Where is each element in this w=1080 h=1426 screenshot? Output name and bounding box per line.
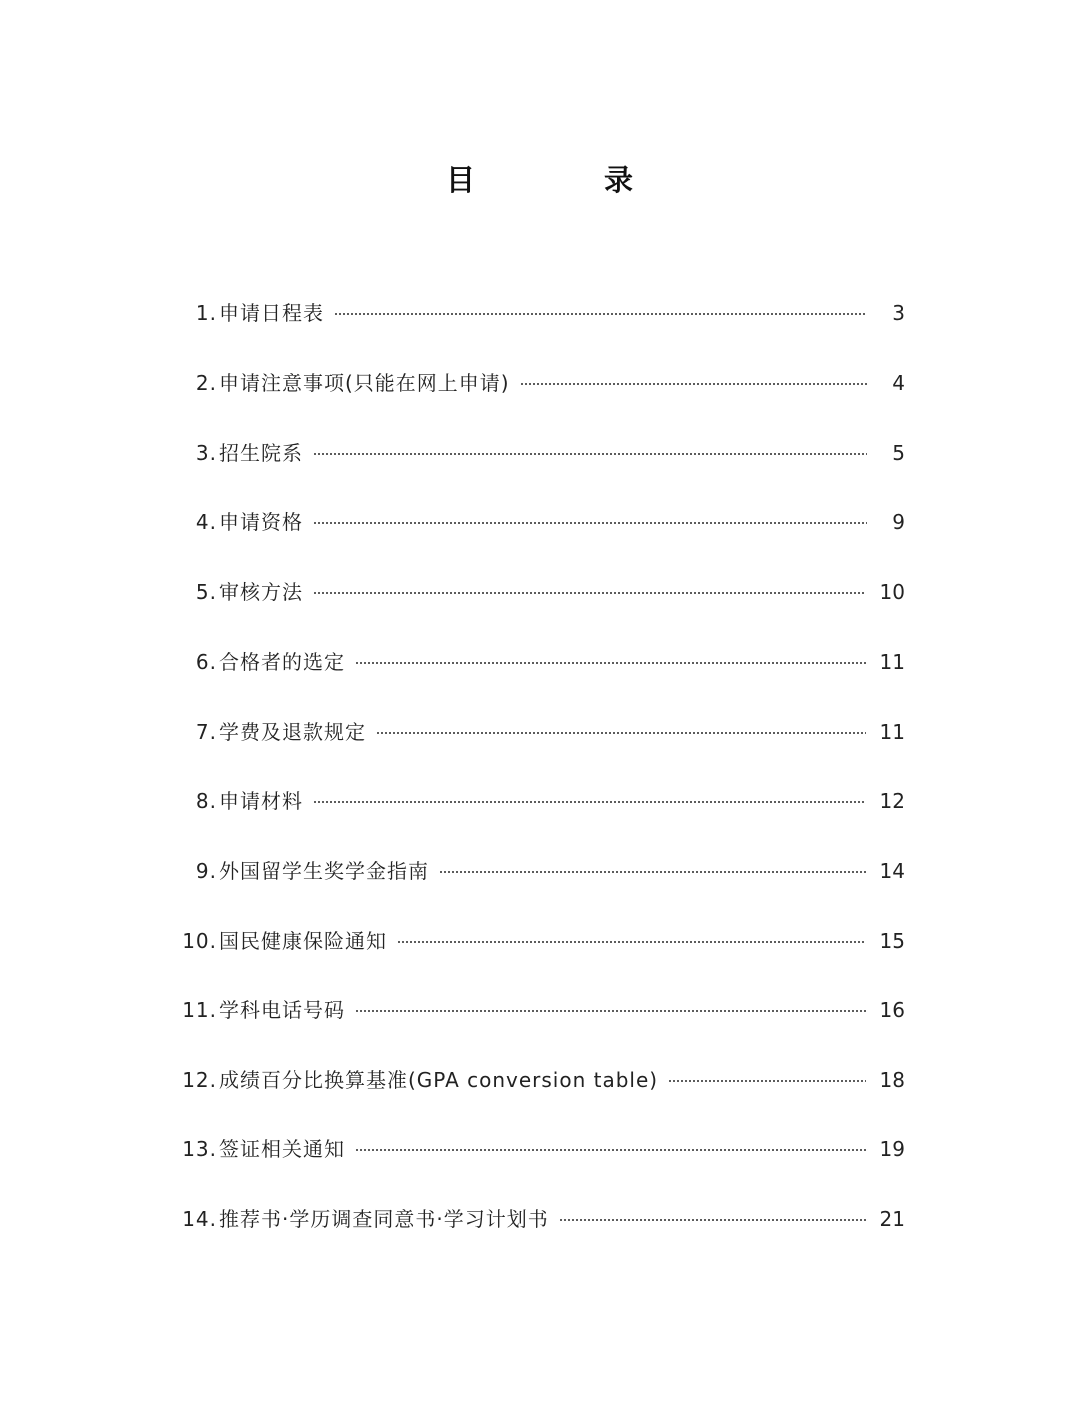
toc-entry-page: 12 — [879, 789, 905, 813]
dot-leader — [313, 801, 866, 803]
toc-entry-page: 9 — [892, 510, 905, 534]
toc-entry-page: 10 — [879, 580, 905, 604]
toc-entry-title: 学科电话号码 — [219, 998, 345, 1022]
toc-entry-title: 合格者的选定 — [219, 650, 345, 674]
toc-entry-title: 申请材料 — [219, 789, 303, 813]
toc-entry-title: 推荐书·学历调查同意书·学习计划书 — [219, 1207, 549, 1231]
dot-leader — [520, 383, 867, 385]
dot-leader — [397, 941, 866, 943]
toc-entry[interactable] — [175, 368, 905, 398]
toc-entry[interactable] — [175, 647, 905, 677]
toc-entry[interactable] — [175, 577, 905, 607]
toc-entry[interactable] — [175, 717, 905, 747]
toc-entry-title: 申请注意事项(只能在网上申请) — [219, 371, 510, 395]
toc-entry-title: 申请资格 — [219, 510, 303, 534]
title-char-2: 录 — [604, 163, 634, 197]
toc-entry-page: 15 — [879, 929, 905, 953]
toc-entry-title: 签证相关通知 — [219, 1137, 345, 1161]
dot-leader — [334, 313, 867, 315]
toc-entry-page: 11 — [879, 650, 905, 674]
toc-entry-page: 21 — [879, 1207, 905, 1231]
toc-entry-title: 学费及退款规定 — [219, 720, 366, 744]
toc-entry-page: 16 — [879, 998, 905, 1022]
toc-entry-page: 5 — [892, 441, 905, 465]
toc-entry[interactable] — [175, 786, 905, 816]
toc-entry-page: 4 — [892, 371, 905, 395]
toc-entry-number: 10. — [182, 929, 217, 953]
toc-entry-number: 12. — [182, 1068, 217, 1092]
toc-entry-number: 9. — [195, 859, 217, 883]
toc-entry-number: 5. — [195, 580, 217, 604]
toc-entry-title: 申请日程表 — [219, 301, 324, 325]
toc-entry[interactable] — [175, 926, 905, 956]
dot-leader — [313, 522, 867, 524]
toc-entry[interactable] — [175, 1134, 905, 1164]
toc-entry[interactable] — [175, 1065, 905, 1095]
toc-entry-number: 6. — [195, 650, 217, 674]
toc-entry[interactable] — [175, 856, 905, 886]
toc-entry-page: 11 — [879, 720, 905, 744]
toc-entry-title: 审核方法 — [219, 580, 303, 604]
dot-leader — [559, 1219, 866, 1221]
toc-entry[interactable] — [175, 995, 905, 1025]
toc-entry-number: 2. — [195, 371, 217, 395]
toc-entry-number: 8. — [195, 789, 217, 813]
toc-entry-number: 3. — [195, 441, 217, 465]
toc-entry-title: 国民健康保险通知 — [219, 929, 387, 953]
page-title — [0, 160, 1080, 200]
toc-entry-title: 外国留学生奖学金指南 — [219, 859, 429, 883]
toc-entry-number: 11. — [182, 998, 217, 1022]
toc-entry-title: 成绩百分比换算基准(GPA conversion table) — [219, 1068, 659, 1092]
toc-entry-number: 14. — [182, 1207, 217, 1231]
dot-leader — [376, 732, 866, 734]
dot-leader — [313, 453, 867, 455]
toc-entry[interactable] — [175, 438, 905, 468]
toc-entry-number: 13. — [182, 1137, 217, 1161]
dot-leader — [355, 662, 866, 664]
toc-entry[interactable] — [175, 1204, 905, 1234]
toc-entry[interactable] — [175, 298, 905, 328]
toc-entry-number: 7. — [195, 720, 217, 744]
toc-entry-number: 1. — [195, 301, 217, 325]
toc-entry-number: 4. — [195, 510, 217, 534]
dot-leader — [439, 871, 866, 873]
toc-entry-title: 招生院系 — [219, 441, 303, 465]
dot-leader — [355, 1010, 866, 1012]
dot-leader — [313, 592, 866, 594]
dot-leader — [668, 1080, 865, 1082]
toc-entry-page: 18 — [879, 1068, 905, 1092]
toc-entry-page: 3 — [892, 301, 905, 325]
dot-leader — [355, 1149, 866, 1151]
toc-entry-page: 14 — [879, 859, 905, 883]
toc-entry-page: 19 — [879, 1137, 905, 1161]
title-char-1: 目 — [446, 163, 476, 197]
toc-entry[interactable] — [175, 507, 905, 537]
